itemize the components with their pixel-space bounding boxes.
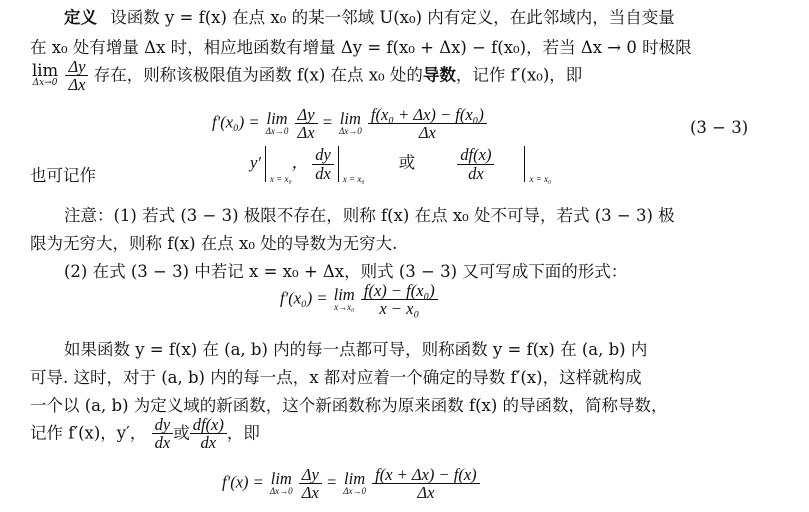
equation-lhs: f′(x₀) = — [280, 288, 328, 308]
equation-derivative-function — [222, 466, 480, 502]
alt-notation-text: 也可记作 — [30, 166, 96, 185]
text-span: ，记作 f′(x₀)，即 — [455, 65, 583, 85]
paragraph-line-3: 一个以 (a, b) 为定义域的新函数，这个新函数称为原来函数 f(x) 的导函数，简称导数， — [30, 396, 668, 415]
y-prime: y′ — [250, 152, 261, 172]
equation-3-3 — [212, 106, 487, 142]
limit-operator: lim Δx→0 — [338, 108, 362, 137]
evaluation-bar — [338, 146, 339, 182]
fraction: $\frac{f(x + \Delta x) - f(x)}{\Delta x}$ — [372, 466, 480, 502]
definition-line-2: 在 x₀ 处有增量 Δx 时，相应地函数有增量 Δy = f(x₀ + Δx) − f(x₀)，若当 Δx → 0 时极限 — [30, 38, 692, 57]
definition-label: 定义 — [64, 8, 97, 27]
fraction: $\frac{dy}{dx}$ — [152, 416, 174, 452]
limit-operator: lim Δx→0 — [32, 60, 59, 89]
bold-term: 导数 — [422, 65, 456, 85]
text-line: 设函数 y = f(x) 在点 x₀ 的某一邻域 U(x₀) 内有定义，在此邻域内，当自变量 — [110, 8, 675, 27]
limit-operator: lim Δx→0 — [343, 468, 366, 497]
definition-line-1 — [64, 4, 675, 28]
alt-notation-formulas: $y'_{x = x_0}$， $\frac{dy}{dx}$ $_{x = x_0}$ 或 $\frac{df(x)}{dx}$ $_{x = x_0}$ — [250, 145, 552, 184]
equation-lhs: f′(x) = — [222, 472, 264, 492]
limit-operator: lim x→x₀ — [333, 284, 355, 313]
fraction: $\frac{\Delta y}{\Delta x}$ — [65, 58, 88, 94]
fraction: $\frac{\Delta y}{\Delta x}$ — [299, 466, 322, 502]
equation-number: (3 − 3) — [690, 118, 749, 137]
paragraph-line-1: 如果函数 y = f(x) 在 (a, b) 内的每一点都可导，则称函数 y = f(x) 在 (a, b) 内 — [64, 340, 648, 359]
text-span: ，即 — [226, 423, 260, 443]
limit-operator: lim Δx→0 — [265, 108, 289, 137]
evaluation-bar — [265, 146, 266, 182]
fraction: $\frac{\text{f(x₀ + Δx) − f(x₀)}}{\Delta x}$ — [368, 106, 487, 142]
fraction: $\frac{\Delta y}{\Delta x}$ — [295, 106, 318, 142]
or-word: 或 — [398, 152, 416, 172]
fraction: $\frac{dy}{dx}$ — [312, 146, 334, 182]
note-line-1: 注意：(1) 若式 (3 − 3) 极限不存在，则称 f(x) 在点 x₀ 处不可导，若式 (3 − 3) 极 — [64, 206, 675, 225]
equals-sign: = — [325, 472, 338, 492]
paragraph-line-4 — [30, 416, 260, 452]
limit-operator: lim Δx→0 — [269, 468, 293, 497]
definition-line-3 — [30, 58, 582, 94]
text-span: 记作 f′(x)，y′， — [30, 423, 147, 443]
note-line-3: (2) 在式 (3 − 3) 中若记 x = x₀ + Δx，则式 (3 − 3) 又可写成下面的形式： — [64, 262, 628, 281]
equals-sign: = — [321, 112, 333, 132]
text-span: 存在，则称该极限值为函数 f(x) 在点 x₀ 处的 — [93, 65, 423, 85]
equation-alt-form — [280, 282, 438, 318]
fraction: $\frac{df(x)}{dx}$ — [190, 416, 227, 452]
fraction: $\frac{df(x)}{dx}$ — [457, 146, 494, 182]
evaluation-bar — [524, 146, 525, 182]
equation-lhs: f′(x₀) = — [212, 112, 260, 132]
paragraph-line-2: 可导. 这时，对于 (a, b) 内的每一点，x 都对应着一个确定的导数 f′(x)，这样就构成 — [30, 368, 642, 387]
or-word: 或 — [173, 423, 190, 443]
fraction: $\frac{\text{f(x) − f(x₀)}}{\text{x − x₀}}$ — [361, 282, 438, 318]
note-line-2: 限为无穷大，则称 f(x) 在点 x₀ 处的导数为无穷大. — [30, 234, 398, 253]
